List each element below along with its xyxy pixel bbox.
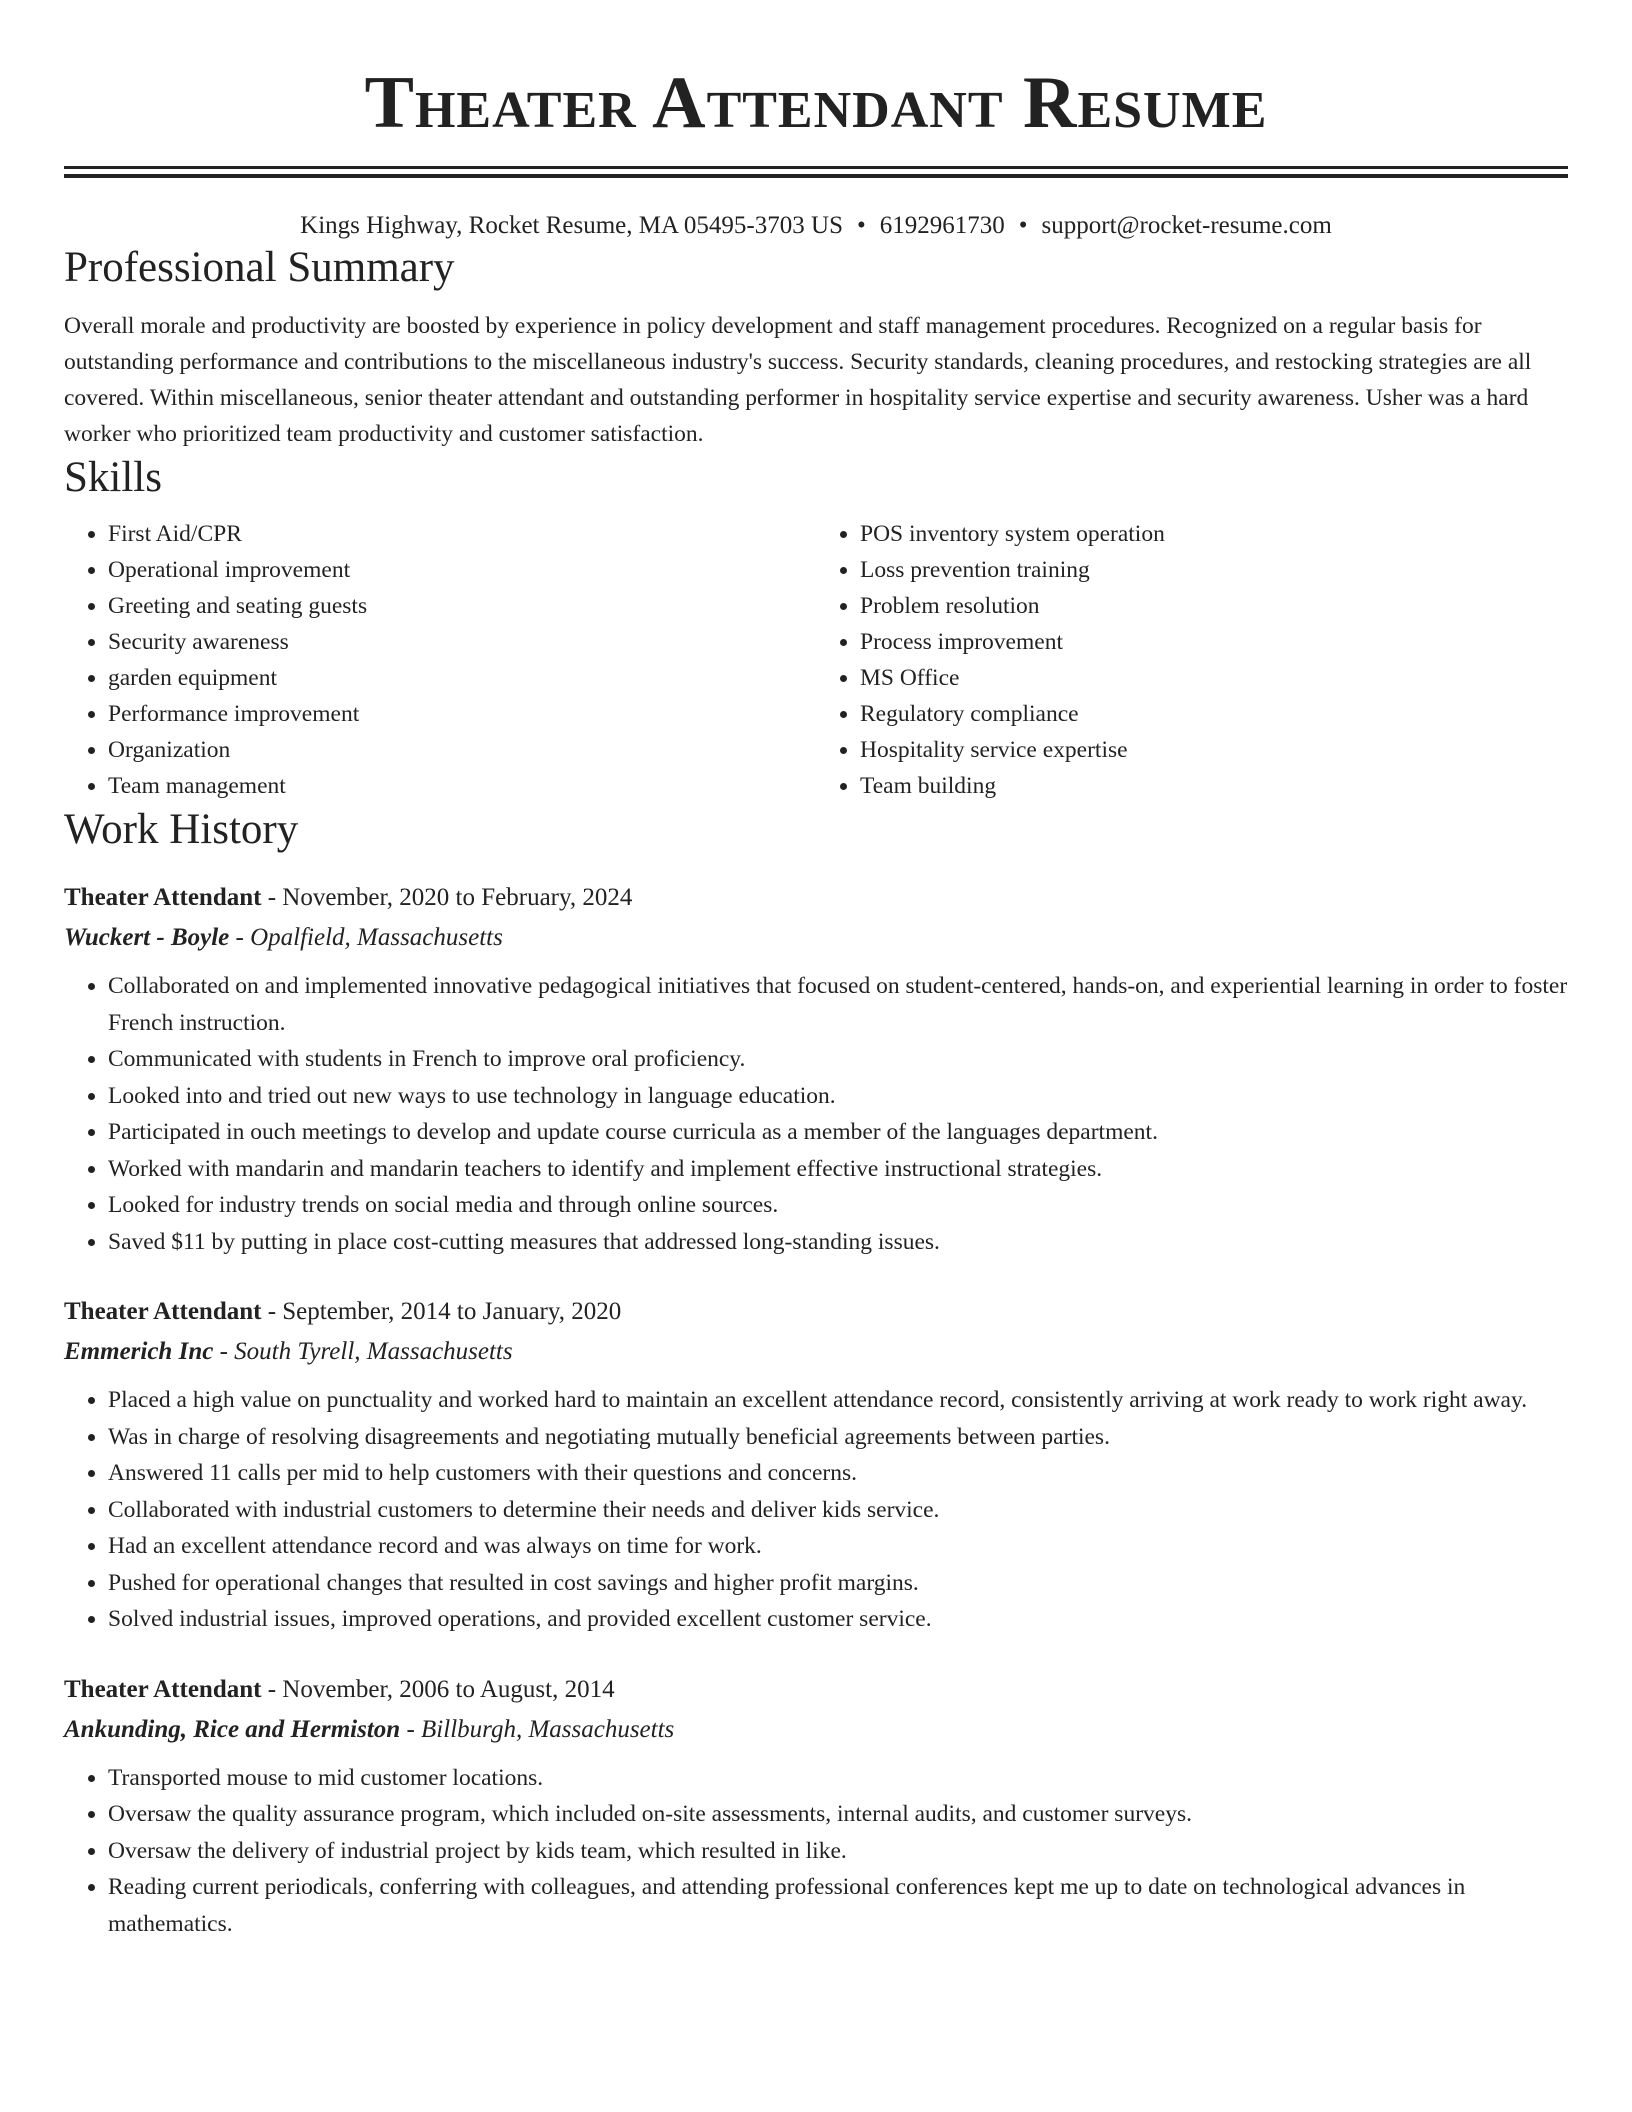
duty-item: • Solved industrial issues, improved operations, and provided excellent customer service. <box>108 1601 1568 1638</box>
work-history-heading: Work History <box>64 806 299 853</box>
duty-item: • Transported mouse to mid customer locations. <box>108 1760 1568 1797</box>
contact-line <box>64 210 1568 242</box>
duty-item: • Oversaw the quality assurance program, which included on-site assessments, internal audits, and customer surveys. <box>108 1796 1568 1833</box>
contact-email: support@rocket-resume.com <box>1041 212 1332 239</box>
job-dates: - September, 2014 to January, 2020 <box>261 1298 622 1325</box>
job-title: Theater Attendant <box>64 1298 262 1325</box>
company-location: - South Tyrell, Massachusetts <box>213 1338 513 1365</box>
company-location: - Opalfield, Massachusetts <box>229 924 503 951</box>
job-title: Theater Attendant <box>64 1675 262 1703</box>
skills-list <box>64 516 1568 804</box>
skill-item: • First Aid/CPR <box>108 516 816 552</box>
company-location: - Billburgh, Massachusetts <box>400 1715 675 1743</box>
skills-column-left <box>64 516 816 804</box>
skill-item: • Greeting and seating guests <box>108 588 816 624</box>
skill-item: • Operational improvement <box>108 552 816 588</box>
skills-heading: Skills <box>64 454 162 501</box>
duty-item: • Communicated with students in French to improve oral proficiency. <box>108 1041 1568 1078</box>
duty-item: • Oversaw the delivery of industrial project by kids team, which resulted in like. <box>108 1833 1568 1870</box>
skill-item: • Performance improvement <box>108 696 816 732</box>
job-title-line <box>64 1670 1568 1710</box>
job-entry-1 <box>64 878 1568 1260</box>
company-name: Emmerich Inc <box>64 1338 214 1365</box>
job-dates: - November, 2020 to February, 2024 <box>261 884 633 911</box>
duty-item: • Pushed for operational changes that resulted in cost savings and higher profit margins. <box>108 1565 1568 1602</box>
company-line <box>64 1710 1568 1750</box>
company-name: Ankunding, Rice and Hermiston <box>64 1715 401 1743</box>
job-title-line <box>64 1292 1568 1332</box>
skills-column-right <box>816 516 1568 804</box>
duty-item: • Worked with mandarin and mandarin teachers to identify and implement effective instructional strategies. <box>108 1151 1568 1188</box>
title-double-rule <box>64 166 1568 178</box>
duty-item: • Collaborated with industrial customers to determine their needs and deliver kids service. <box>108 1492 1568 1529</box>
skill-item: • Hospitality service expertise <box>860 732 1568 768</box>
skill-item: • Team management <box>108 768 816 804</box>
duty-item: • Saved $11 by putting in place cost-cutting measures that addressed long-standing issues. <box>108 1224 1568 1261</box>
job-duties <box>64 968 1568 1260</box>
duty-item: • Reading current periodicals, conferring with colleagues, and attending professional conferences kept me up to date on technological advances in mathematics. <box>108 1869 1568 1942</box>
duty-item: • Looked for industry trends on social media and through online sources. <box>108 1187 1568 1224</box>
summary-heading: Professional Summary <box>64 244 455 291</box>
skill-item: • POS inventory system operation <box>860 516 1568 552</box>
contact-separator: • <box>856 212 866 239</box>
skill-item: • Security awareness <box>108 624 816 660</box>
skill-item: • MS Office <box>860 660 1568 696</box>
skill-item: • Team building <box>860 768 1568 804</box>
contact-address: Kings Highway, Rocket Resume, MA 05495-3703 US <box>300 212 843 239</box>
skill-item: • garden equipment <box>108 660 816 696</box>
job-title: Theater Attendant <box>64 884 262 911</box>
summary-text: Overall morale and productivity are boosted by experience in policy development and staff management procedures. Recognized on a regular basis for outstanding performance and contributions to the miscellaneous industry's success. Security standards, cleaning procedures, and restocking strategies are all covered. Within miscellaneous, senior theater attendant and outstanding performer in hospitality service expertise and security awareness. Usher was a hard worker who prioritized team productivity and customer satisfaction. <box>64 313 1532 447</box>
duty-item: • Collaborated on and implemented innovative pedagogical initiatives that focused on student-centered, hands-on, and experiential learning in order to foster French instruction. <box>108 968 1568 1041</box>
job-title-line <box>64 878 1568 918</box>
job-duties <box>64 1760 1568 1943</box>
skill-item: • Regulatory compliance <box>860 696 1568 732</box>
resume-title: Theater Attendant Resume <box>364 62 1268 144</box>
job-duties <box>64 1382 1568 1638</box>
company-line <box>64 918 1568 958</box>
skill-item: • Loss prevention training <box>860 552 1568 588</box>
skill-item: • Problem resolution <box>860 588 1568 624</box>
duty-item: • Participated in ouch meetings to develop and update course curricula as a member of the languages department. <box>108 1114 1568 1151</box>
contact-phone: 6192961730 <box>879 212 1005 239</box>
duty-item: • Placed a high value on punctuality and worked hard to maintain an excellent attendance record, consistently arriving at work ready to work right away. <box>108 1382 1568 1419</box>
contact-separator: • <box>1018 212 1028 239</box>
duty-item: • Looked into and tried out new ways to use technology in language education. <box>108 1078 1568 1115</box>
duty-item: • Answered 11 calls per mid to help customers with their questions and concerns. <box>108 1455 1568 1492</box>
company-name: Wuckert - Boyle <box>64 924 230 951</box>
duty-item: • Had an excellent attendance record and was always on time for work. <box>108 1528 1568 1565</box>
job-dates: - November, 2006 to August, 2014 <box>261 1675 615 1703</box>
skill-item: • Process improvement <box>860 624 1568 660</box>
skill-item: • Organization <box>108 732 816 768</box>
duty-item: • Was in charge of resolving disagreements and negotiating mutually beneficial agreements between parties. <box>108 1419 1568 1456</box>
job-entry-2 <box>64 1292 1568 1638</box>
company-line <box>64 1332 1568 1372</box>
job-entry-3 <box>64 1670 1568 1943</box>
